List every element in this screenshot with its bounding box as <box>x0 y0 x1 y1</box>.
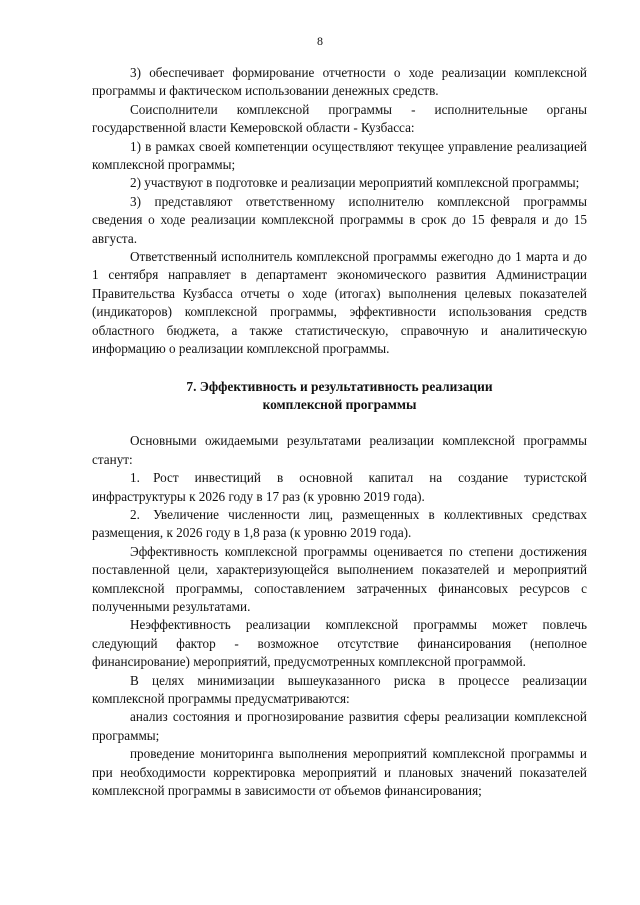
paragraph-co-executors: Соисполнители комплексной программы - исполнительные органы государственной власти Кемеровской области - Кузбасса: <box>92 101 587 136</box>
paragraph-co-executor-duty-3: 3) представляют ответственному исполнителю комплексной программы сведения о ходе реализации комплексной программы в срок до 15 февраля и до 15 августа. <box>92 193 587 246</box>
paragraph-expected-results: Основными ожидаемыми результатами реализации комплексной программы станут: <box>92 433 587 467</box>
paragraph-monitoring: проведение мониторинга выполнения мероприятий комплексной программы и при необходимости корректировка мероприятий и плановых значений показателей комплексной программы в зависимости от объемов финансирования; <box>92 746 587 799</box>
paragraph-reporting: 3) обеспечивает формирование отчетности о ходе реализации комплексной программы и фактическом использовании денежных средств. <box>92 65 587 99</box>
paragraph-co-executor-duty-2: 2) участвуют в подготовке и реализации мероприятий комплексной программы; <box>130 175 580 191</box>
section-heading-line-1: 7. Эффективность и результативность реализации <box>186 378 493 394</box>
paragraph-result-2: 2. Увеличение численности лиц, размещенных в коллективных средствах размещения, к 2026 году в 1,8 раза (к уровню 2019 года). <box>92 506 587 541</box>
paragraph-analysis: анализ состояния и прогнозирование развития сферы реализации комплексной программы; <box>92 709 587 743</box>
paragraph-risk-minimization: В целях минимизации вышеуказанного риска в процессе реализации комплексной программы предусматриваются: <box>92 672 587 706</box>
document-body <box>92 64 587 800</box>
paragraph-result-1: 1. Рост инвестиций в основной капитал на создание туристской инфраструктуры к 2026 году в 17 раз (к уровню 2019 года). <box>92 470 587 504</box>
paragraph-effectiveness: Эффективность комплексной программы оценивается по степени достижения поставленной цели, характеризующейся выполнением показателей и мероприятий комплексной программы, сопоставлением затраченных финансовых ресурсов с полученными результатами. <box>92 543 587 614</box>
section-heading <box>92 378 587 415</box>
paragraph-annual-reports: Ответственный исполнитель комплексной программы ежегодно до 1 марта и до 1 сентября направляет в департамент экономического развития Администрации Правительства Кузбасса отчеты о ходе (итогах) выполнения целевых показателей (индикаторов) комплексной программы, эффективности использования средств областного бюджета, а также статистическую, справочную и аналитическую информацию о реализации комплексной программы. <box>92 249 587 357</box>
paragraph-co-executor-duty-1: 1) в рамках своей компетенции осуществляют текущее управление реализацией комплексной программы; <box>92 138 587 173</box>
paragraph-ineffectiveness: Неэффективность реализации комплексной программы может повлечь следующий фактор - возможное отсутствие финансирования (неполное финансирование) мероприятий, предусмотренных комплексной программой. <box>92 617 587 670</box>
page-number: 8 <box>317 34 323 48</box>
section-heading-line-2: комплексной программы <box>262 396 417 412</box>
